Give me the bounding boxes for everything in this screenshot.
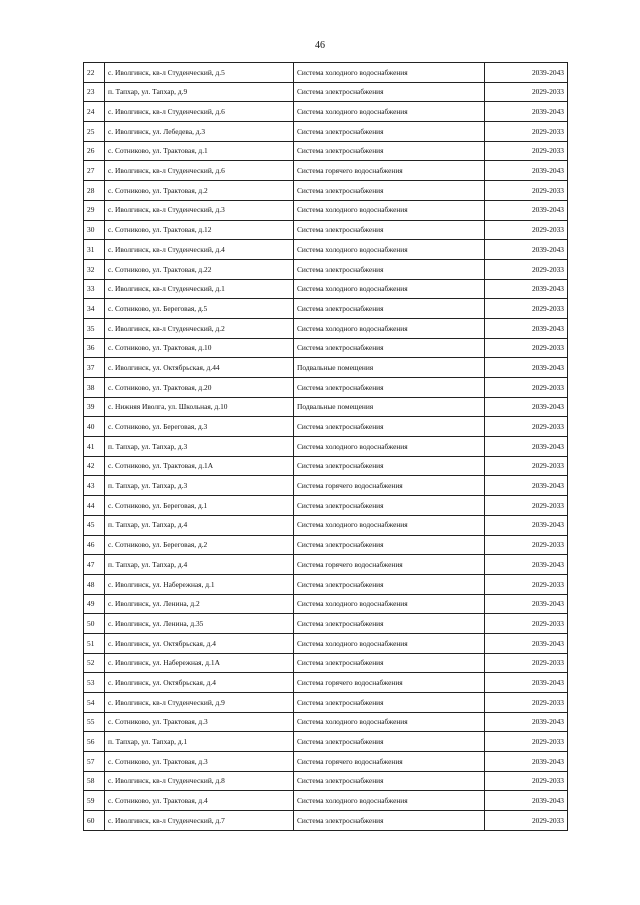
system-cell: Система электроснабжения: [294, 456, 485, 476]
system-cell: Система электроснабжения: [294, 732, 485, 752]
system-cell: Система электроснабжения: [294, 693, 485, 713]
row-number-cell: 51: [84, 633, 105, 653]
table-row: [84, 732, 568, 752]
address-cell: с. Иволгинск, кв-л Студенческий, д.8: [105, 771, 294, 791]
row-number-cell: 53: [84, 673, 105, 693]
table-row: [84, 200, 568, 220]
period-cell: 2029-2033: [485, 614, 568, 634]
row-number-cell: 45: [84, 515, 105, 535]
row-number-cell: 54: [84, 693, 105, 713]
row-number-cell: 22: [84, 63, 105, 83]
row-number-cell: 47: [84, 555, 105, 575]
table-row: [84, 574, 568, 594]
address-cell: п. Тапхар, ул. Тапхар, д.9: [105, 82, 294, 102]
table-row: [84, 318, 568, 338]
system-cell: Система электроснабжения: [294, 122, 485, 142]
row-number-cell: 27: [84, 161, 105, 181]
system-cell: Система электроснабжения: [294, 614, 485, 634]
period-cell: 2029-2033: [485, 693, 568, 713]
system-cell: Система электроснабжения: [294, 82, 485, 102]
table-row: [84, 535, 568, 555]
system-cell: Система горячего водоснабжения: [294, 752, 485, 772]
period-cell: 2039-2043: [485, 240, 568, 260]
system-cell: Система электроснабжения: [294, 338, 485, 358]
period-cell: 2039-2043: [485, 437, 568, 457]
address-cell: с. Сотниково, ул. Береговая, д.2: [105, 535, 294, 555]
table-row: [84, 378, 568, 398]
table-row: [84, 476, 568, 496]
table-row: [84, 653, 568, 673]
table-row: [84, 771, 568, 791]
address-cell: с. Иволгинск, ул. Октябрьская, д.44: [105, 358, 294, 378]
address-cell: с. Иволгинск, кв-л Студенческий, д.3: [105, 200, 294, 220]
period-cell: 2029-2033: [485, 771, 568, 791]
table-row: [84, 259, 568, 279]
table-row: [84, 712, 568, 732]
address-cell: с. Иволгинск, кв-л Студенческий, д.2: [105, 318, 294, 338]
period-cell: 2039-2043: [485, 279, 568, 299]
table-row: [84, 594, 568, 614]
table-row: [84, 397, 568, 417]
table-row: [84, 811, 568, 831]
address-cell: с. Иволгинск, ул. Октябрьская, д.4: [105, 633, 294, 653]
system-cell: Система электроснабжения: [294, 259, 485, 279]
row-number-cell: 30: [84, 220, 105, 240]
table-row: [84, 299, 568, 319]
period-cell: 2029-2033: [485, 378, 568, 398]
period-cell: 2039-2043: [485, 752, 568, 772]
period-cell: 2039-2043: [485, 358, 568, 378]
address-cell: с. Сотниково, ул. Трактовая, д.20: [105, 378, 294, 398]
address-cell: с. Иволгинск, ул. Набережная, д.1: [105, 574, 294, 594]
system-cell: Система горячего водоснабжения: [294, 673, 485, 693]
period-cell: 2029-2033: [485, 574, 568, 594]
row-number-cell: 36: [84, 338, 105, 358]
period-cell: 2039-2043: [485, 515, 568, 535]
system-cell: Система горячего водоснабжения: [294, 555, 485, 575]
row-number-cell: 57: [84, 752, 105, 772]
system-cell: Система электроснабжения: [294, 141, 485, 161]
address-cell: с. Сотниково, ул. Береговая, д.5: [105, 299, 294, 319]
table-row: [84, 555, 568, 575]
period-cell: 2029-2033: [485, 141, 568, 161]
system-cell: Подвальные помещения: [294, 358, 485, 378]
row-number-cell: 55: [84, 712, 105, 732]
period-cell: 2029-2033: [485, 122, 568, 142]
row-number-cell: 48: [84, 574, 105, 594]
row-number-cell: 39: [84, 397, 105, 417]
row-number-cell: 41: [84, 437, 105, 457]
system-cell: Система электроснабжения: [294, 378, 485, 398]
system-cell: Система электроснабжения: [294, 653, 485, 673]
row-number-cell: 32: [84, 259, 105, 279]
system-cell: Система холодного водоснабжения: [294, 102, 485, 122]
period-cell: 2039-2043: [485, 200, 568, 220]
system-cell: Система холодного водоснабжения: [294, 200, 485, 220]
table-row: [84, 437, 568, 457]
table-row: [84, 240, 568, 260]
address-cell: п. Тапхар, ул. Тапхар, д.1: [105, 732, 294, 752]
period-cell: 2029-2033: [485, 811, 568, 831]
row-number-cell: 46: [84, 535, 105, 555]
row-number-cell: 23: [84, 82, 105, 102]
system-cell: Система электроснабжения: [294, 220, 485, 240]
address-cell: с. Иволгинск, ул. Октябрьская, д.4: [105, 673, 294, 693]
system-cell: Система горячего водоснабжения: [294, 476, 485, 496]
system-cell: Подвальные помещения: [294, 397, 485, 417]
address-cell: с. Иволгинск, кв-л Студенческий, д.5: [105, 63, 294, 83]
row-number-cell: 58: [84, 771, 105, 791]
system-cell: Система холодного водоснабжения: [294, 594, 485, 614]
system-cell: Система холодного водоснабжения: [294, 712, 485, 732]
table-row: [84, 338, 568, 358]
period-cell: 2029-2033: [485, 456, 568, 476]
system-cell: Система электроснабжения: [294, 771, 485, 791]
address-cell: с. Сотниково, ул. Трактовая, д.1: [105, 141, 294, 161]
system-cell: Система холодного водоснабжения: [294, 279, 485, 299]
period-cell: 2029-2033: [485, 496, 568, 516]
address-cell: с. Нижняя Иволга, ул. Школьная, д.10: [105, 397, 294, 417]
address-cell: с. Иволгинск, кв-л Студенческий, д.7: [105, 811, 294, 831]
address-cell: с. Иволгинск, кв-л Студенческий, д.6: [105, 161, 294, 181]
row-number-cell: 34: [84, 299, 105, 319]
system-cell: Система электроснабжения: [294, 181, 485, 201]
period-cell: 2039-2043: [485, 673, 568, 693]
table-row: [84, 693, 568, 713]
table-row: [84, 279, 568, 299]
row-number-cell: 50: [84, 614, 105, 634]
address-cell: с. Сотниково, ул. Трактовая, д.12: [105, 220, 294, 240]
table-row: [84, 752, 568, 772]
table-row: [84, 791, 568, 811]
address-cell: с. Иволгинск, кв-л Студенческий, д.6: [105, 102, 294, 122]
row-number-cell: 25: [84, 122, 105, 142]
row-number-cell: 60: [84, 811, 105, 831]
period-cell: 2039-2043: [485, 712, 568, 732]
period-cell: 2039-2043: [485, 397, 568, 417]
system-cell: Система электроснабжения: [294, 299, 485, 319]
table-row: [84, 82, 568, 102]
table-row: [84, 141, 568, 161]
table-row: [84, 161, 568, 181]
system-cell: Система электроснабжения: [294, 574, 485, 594]
row-number-cell: 37: [84, 358, 105, 378]
period-cell: 2029-2033: [485, 82, 568, 102]
address-cell: с. Сотниково, ул. Трактовая, д.10: [105, 338, 294, 358]
table-row: [84, 102, 568, 122]
period-cell: 2039-2043: [485, 633, 568, 653]
row-number-cell: 26: [84, 141, 105, 161]
period-cell: 2039-2043: [485, 791, 568, 811]
system-cell: Система холодного водоснабжения: [294, 633, 485, 653]
system-cell: Система холодного водоснабжения: [294, 240, 485, 260]
address-cell: с. Сотниково, ул. Трактовая, д.3: [105, 712, 294, 732]
system-cell: Система холодного водоснабжения: [294, 515, 485, 535]
row-number-cell: 49: [84, 594, 105, 614]
system-cell: Система электроснабжения: [294, 496, 485, 516]
row-number-cell: 44: [84, 496, 105, 516]
system-cell: Система электроснабжения: [294, 535, 485, 555]
address-cell: с. Иволгинск, ул. Ленина, д.35: [105, 614, 294, 634]
system-cell: Система электроснабжения: [294, 417, 485, 437]
system-cell: Система холодного водоснабжения: [294, 437, 485, 457]
page-number: 46: [315, 40, 325, 51]
period-cell: 2039-2043: [485, 476, 568, 496]
period-cell: 2039-2043: [485, 555, 568, 575]
address-cell: с. Иволгинск, ул. Набережная, д.1А: [105, 653, 294, 673]
period-cell: 2039-2043: [485, 63, 568, 83]
address-cell: с. Иволгинск, кв-л Студенческий, д.9: [105, 693, 294, 713]
period-cell: 2039-2043: [485, 318, 568, 338]
address-cell: с. Сотниково, ул. Трактовая, д.4: [105, 791, 294, 811]
row-number-cell: 38: [84, 378, 105, 398]
table-row: [84, 181, 568, 201]
address-cell: с. Иволгинск, ул. Ленина, д.2: [105, 594, 294, 614]
period-cell: 2029-2033: [485, 220, 568, 240]
row-number-cell: 40: [84, 417, 105, 437]
repair-schedule-table: [83, 62, 568, 831]
system-cell: Система электроснабжения: [294, 811, 485, 831]
row-number-cell: 52: [84, 653, 105, 673]
period-cell: 2039-2043: [485, 102, 568, 122]
period-cell: 2029-2033: [485, 181, 568, 201]
row-number-cell: 42: [84, 456, 105, 476]
table-row: [84, 63, 568, 83]
row-number-cell: 35: [84, 318, 105, 338]
table-row: [84, 673, 568, 693]
address-cell: с. Иволгинск, кв-л Студенческий, д.1: [105, 279, 294, 299]
period-cell: 2029-2033: [485, 535, 568, 555]
table-row: [84, 358, 568, 378]
table-row: [84, 614, 568, 634]
period-cell: 2039-2043: [485, 161, 568, 181]
period-cell: 2029-2033: [485, 732, 568, 752]
period-cell: 2029-2033: [485, 338, 568, 358]
table-row: [84, 417, 568, 437]
system-cell: Система горячего водоснабжения: [294, 161, 485, 181]
address-cell: с. Сотниково, ул. Трактовая, д.3: [105, 752, 294, 772]
row-number-cell: 24: [84, 102, 105, 122]
period-cell: 2039-2043: [485, 594, 568, 614]
row-number-cell: 33: [84, 279, 105, 299]
period-cell: 2029-2033: [485, 299, 568, 319]
period-cell: 2029-2033: [485, 653, 568, 673]
system-cell: Система холодного водоснабжения: [294, 318, 485, 338]
row-number-cell: 28: [84, 181, 105, 201]
table-row: [84, 496, 568, 516]
system-cell: Система холодного водоснабжения: [294, 791, 485, 811]
address-cell: с. Иволгинск, кв-л Студенческий, д.4: [105, 240, 294, 260]
address-cell: с. Сотниково, ул. Трактовая, д.22: [105, 259, 294, 279]
system-cell: Система холодного водоснабжения: [294, 63, 485, 83]
table-row: [84, 456, 568, 476]
row-number-cell: 43: [84, 476, 105, 496]
period-cell: 2029-2033: [485, 259, 568, 279]
row-number-cell: 31: [84, 240, 105, 260]
table-row: [84, 220, 568, 240]
address-cell: с. Сотниково, ул. Береговая, д.1: [105, 496, 294, 516]
row-number-cell: 56: [84, 732, 105, 752]
table-row: [84, 515, 568, 535]
table-row: [84, 633, 568, 653]
address-cell: с. Сотниково, ул. Трактовая, д.2: [105, 181, 294, 201]
table-row: [84, 122, 568, 142]
row-number-cell: 29: [84, 200, 105, 220]
address-cell: п. Тапхар, ул. Тапхар, д.3: [105, 437, 294, 457]
period-cell: 2029-2033: [485, 417, 568, 437]
address-cell: п. Тапхар, ул. Тапхар, д.4: [105, 555, 294, 575]
address-cell: п. Тапхар, ул. Тапхар, д.4: [105, 515, 294, 535]
address-cell: с. Сотниково, ул. Трактовая, д.1А: [105, 456, 294, 476]
row-number-cell: 59: [84, 791, 105, 811]
address-cell: с. Сотниково, ул. Береговая, д.3: [105, 417, 294, 437]
address-cell: п. Тапхар, ул. Тапхар, д.3: [105, 476, 294, 496]
address-cell: с. Иволгинск, ул. Лебедева, д.3: [105, 122, 294, 142]
